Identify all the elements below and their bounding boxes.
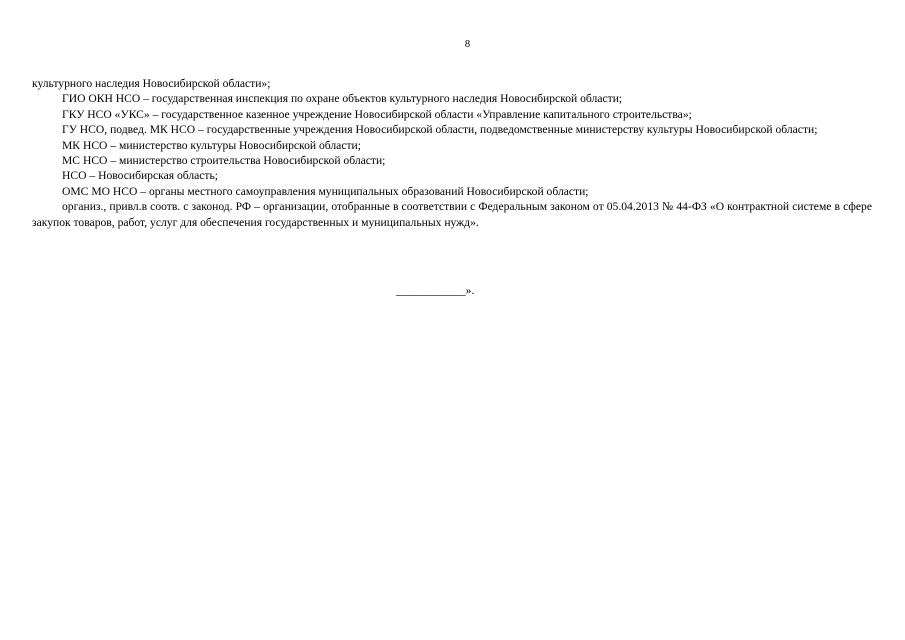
paragraph-mk-nso: МК НСО – министерство культуры Новосибирской области; — [62, 138, 361, 152]
paragraph-ms-nso: МС НСО – министерство строительства Новосибирской области; — [62, 154, 386, 168]
paragraph-gku-nso-uks: ГКУ НСО «УКС» – государственное казенное учреждение Новосибирской области «Управление капитального строительства»; — [62, 107, 692, 121]
paragraph-continuation: культурного наследия Новосибирской области»; — [32, 77, 271, 90]
paragraph-gio-okn-nso: ГИО ОКН НСО – государственная инспекция по охране объектов культурного наследия Новосибирской области; — [62, 92, 623, 106]
paragraph-gu-nso: ГУ НСО, подвед. МК НСО – государственные учреждения Новосибирской области, подведомственные министерству культуры Новосибирской области; — [62, 123, 818, 137]
document-body — [32, 76, 872, 230]
paragraph-oms-mo-nso: ОМС МО НСО – органы местного самоуправления муниципальных образований Новосибирской области; — [62, 184, 589, 198]
paragraph-nso: НСО – Новосибирская область; — [62, 169, 219, 183]
closing-mark: ____________». — [396, 284, 475, 297]
paragraph-organizations: организ., привл.в соотв. с законод. РФ – организации, отобранные в соответствии с Федеральным законом от 05.04.2013 № 44-ФЗ «О контрактной системе в сфере закупок товаров, работ, услуг для обеспечения государственных и муниципальных нужд». — [32, 200, 872, 229]
page-number: 8 — [464, 39, 471, 50]
